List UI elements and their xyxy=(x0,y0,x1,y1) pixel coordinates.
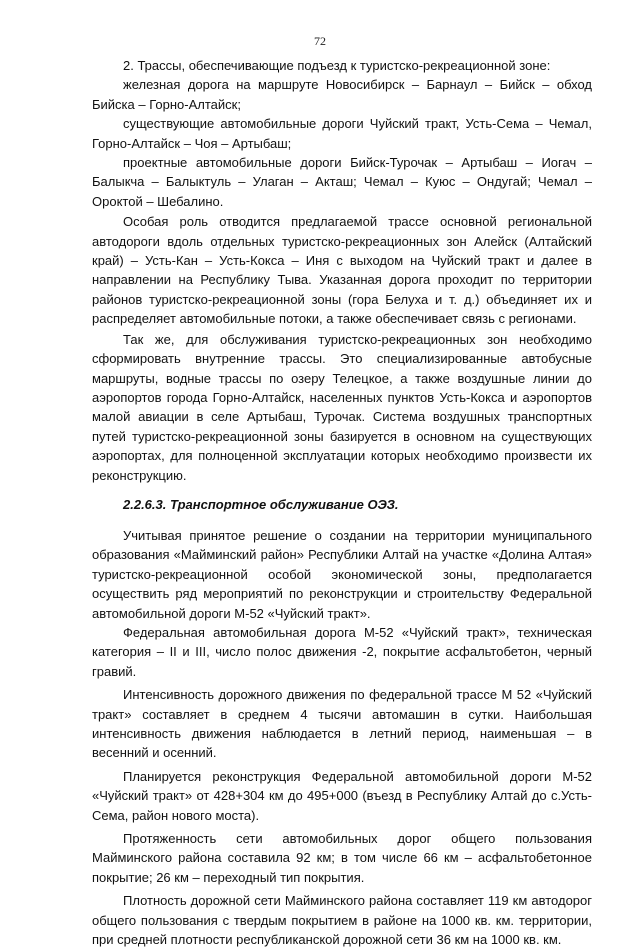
paragraph-traffic-intensity: Интенсивность дорожного движения по федеральной трассе М 52 «Чуйский тракт» составляет в среднем 4 тысячи автомашин в сутки. Наибольшая интенсивность движения наблюдается в летний период, наименьшая – в весенний и осенний. xyxy=(92,687,592,761)
paragraph-network-length: Протяженность сети автомобильных дорог общего пользования Майминского района составила 92 км; в том числе 66 км – асфальтобетонное покрытие; 26 км – переходный тип покрытия. xyxy=(92,831,592,885)
paragraph-railway: железная дорога на маршруте Новосибирск – Барнаул – Бийск – обход Бийска – Горно-Алтайск; xyxy=(92,77,592,112)
paragraph-reconstruction: Планируется реконструкция Федеральной автомобильной дороги М-52 «Чуйский тракт» от 428+304 км до 495+000 (въезд в Республику Алтай до с.Усть-Сема, район нового моста). xyxy=(92,768,592,823)
page-number: 72 xyxy=(314,34,326,48)
paragraph-regional-road: Особая роль отводится предлагаемой трассе основной региональной автодороги вдоль отдельных туристско-рекреационных зон Алейск (Алтайский край) – Усть-Кан – Усть-Кокса – Иня с выходом на Чуйский тракт и далее в направлении на Республику Тыва. Указанная дорога проходит по территории районов туристско-рекреационной зоны (гора Белуха и т. д.) объединяет их и распределяет автомобильные потоки, а также обеспечивает связь с регионами. xyxy=(92,214,592,327)
paragraph-existing-roads: существующие автомобильные дороги Чуйский тракт, Усть-Сема – Чемал, Горно-Алтайск – Чоя – Артыбаш; xyxy=(92,116,592,151)
section-heading: 2.2.6.3. Транспортное обслуживание ОЭЗ. xyxy=(123,496,399,512)
paragraph-internal-routes: Так же, для обслуживания туристско-рекреационных зон необходимо сформировать внутренние трассы. Это специализированные автобусные маршруты, водные трассы по озеру Телецкое, а также воздушные линии до аэропортов города Горно-Алтайск, населенных пунктов Усть-Кокса и аэропортов малой авиации в селе Артыбаш, Турочак. Система воздушных транспортных путей туристско-рекреационной зоны базируется в основном на существующих аэропортах, для полноценной эксплуатации которых необходимо произвести их реконструкцию. xyxy=(92,331,592,483)
paragraph-network-density: Плотность дорожной сети Майминского района составляет 119 км автодорог общего пользования с твердым покрытием в районе на 1000 кв. км. территории, при средней плотности республиканской дорожной сети 36 км на 1000 кв. км. xyxy=(92,893,592,948)
paragraph-routes-intro: 2. Трассы, обеспечивающие подъезд к туристско-рекреационной зоне: xyxy=(123,58,551,73)
document-body xyxy=(92,56,592,949)
paragraph-decision: Учитывая принятое решение о создании на территории муниципального образования «Майминский район» Республики Алтай на участке «Долина Алтая» туристско-рекреационной особой экономической зоны, предполагается осуществить ряд мероприятий по реконструкции и строительству Федеральной автомобильной дороги М-52 «Чуйский тракт». xyxy=(92,527,592,621)
paragraph-road-category: Федеральная автомобильная дорога М-52 «Чуйский тракт», техническая категория – II и III, число полос движения -2, покрытие асфальтобетон, черный гравий. xyxy=(92,624,592,679)
paragraph-planned-roads: проектные автомобильные дороги Бийск-Турочак – Артыбаш – Иогач – Балыкча – Балыктуль – Улаган – Акташ; Чемал – Куюс – Ондугай; Чемал – Ороктой – Шебалино. xyxy=(92,155,592,209)
